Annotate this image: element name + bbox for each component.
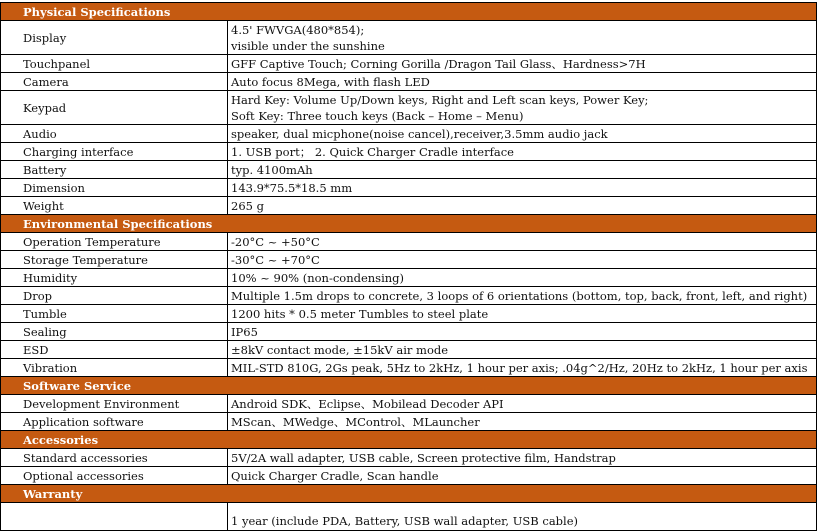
spec-label-keypad: Keypad (1, 91, 228, 125)
spec-label-touchpanel: Touchpanel (1, 55, 228, 73)
spec-value-standard-accessories: 5V/2A wall adapter, USB cable, Screen protective film, Handstrap (228, 449, 817, 467)
spec-value-esd: ±8kV contact mode, ±15kV air mode (228, 341, 817, 359)
table-row (1, 73, 817, 91)
table-row (1, 359, 817, 377)
spec-value-warranty: 1 year (include PDA, Battery, USB wall adapter, USB cable) (228, 503, 817, 531)
keypad-value-line2: Soft Key: Three touch keys (Back – Home – Menu) (231, 108, 524, 123)
spec-label-development-environment: Development Environment (1, 395, 228, 413)
spec-label-operation-temperature: Operation Temperature (1, 233, 228, 251)
table-row (1, 323, 817, 341)
table-row (1, 467, 817, 485)
spec-value-sealing: IP65 (228, 323, 817, 341)
spec-label-dimension: Dimension (1, 179, 228, 197)
table-row (1, 143, 817, 161)
section-title-software: Software Service (1, 377, 817, 395)
table-row (1, 305, 817, 323)
section-title-warranty: Warranty (1, 485, 817, 503)
table-row (1, 197, 817, 215)
table-row (1, 21, 817, 55)
spec-value-operation-temperature: -20°C ~ +50°C (228, 233, 817, 251)
section-title-physical: Physical Specifications (1, 3, 817, 21)
table-row (1, 55, 817, 73)
table-row (1, 233, 817, 251)
table-row (1, 287, 817, 305)
keypad-value-line1: Hard Key: Volume Up/Down keys, Right and Left scan keys, Power Key; (231, 92, 649, 107)
section-header-physical (1, 3, 817, 21)
section-header-accessories (1, 431, 817, 449)
table-row (1, 269, 817, 287)
table-row (1, 125, 817, 143)
spec-label-weight: Weight (1, 197, 228, 215)
spec-value-tumble: 1200 hits * 0.5 meter Tumbles to steel plate (228, 305, 817, 323)
display-value-line2: visible under the sunshine (231, 38, 385, 53)
table-row (1, 251, 817, 269)
table-row (1, 341, 817, 359)
spec-value-battery: typ. 4100mAh (228, 161, 817, 179)
spec-value-drop: Multiple 1.5m drops to concrete, 3 loops of 6 orientations (bottom, top, back, front, left, and right) (228, 287, 817, 305)
spec-label-tumble: Tumble (1, 305, 228, 323)
spec-value-camera: Auto focus 8Mega, with flash LED (228, 73, 817, 91)
spec-label-battery: Battery (1, 161, 228, 179)
section-header-warranty (1, 485, 817, 503)
spec-table (0, 2, 817, 531)
spec-label-humidity: Humidity (1, 269, 228, 287)
spec-label-application-software: Application software (1, 413, 228, 431)
table-row (1, 161, 817, 179)
spec-label-storage-temperature: Storage Temperature (1, 251, 228, 269)
section-header-environmental (1, 215, 817, 233)
spec-value-weight: 265 g (228, 197, 817, 215)
table-row (1, 179, 817, 197)
table-row (1, 449, 817, 467)
spec-value-storage-temperature: -30°C ~ +70°C (228, 251, 817, 269)
section-title-accessories: Accessories (1, 431, 817, 449)
table-row (1, 91, 817, 125)
spec-value-keypad (228, 91, 817, 125)
spec-label-charging: Charging interface (1, 143, 228, 161)
section-title-environmental: Environmental Specifications (1, 215, 817, 233)
spec-label-drop: Drop (1, 287, 228, 305)
display-value-line1: 4.5' FWVGA(480*854); (231, 22, 365, 37)
spec-value-touchpanel: GFF Captive Touch; Corning Gorilla /Dragon Tail Glass、Hardness>7H (228, 55, 817, 73)
table-row (1, 503, 817, 531)
spec-label-sealing: Sealing (1, 323, 228, 341)
table-row (1, 413, 817, 431)
spec-value-development-environment: Android SDK、Eclipse、Mobilead Decoder API (228, 395, 817, 413)
spec-value-charging: 1. USB port； 2. Quick Charger Cradle interface (228, 143, 817, 161)
spec-value-application-software: MScan、MWedge、MControl、MLauncher (228, 413, 817, 431)
spec-value-display (228, 21, 817, 55)
spec-value-humidity: 10% ~ 90% (non-condensing) (228, 269, 817, 287)
spec-label-audio: Audio (1, 125, 228, 143)
spec-value-vibration: MIL-STD 810G, 2Gs peak, 5Hz to 2kHz, 1 hour per axis; .04g^2/Hz, 20Hz to 2kHz, 1 hour per axis (228, 359, 817, 377)
spec-value-dimension: 143.9*75.5*18.5 mm (228, 179, 817, 197)
spec-label-warranty (1, 503, 228, 531)
spec-label-display: Display (1, 21, 228, 55)
spec-label-esd: ESD (1, 341, 228, 359)
spec-value-audio: speaker, dual micphone(noise cancel),receiver,3.5mm audio jack (228, 125, 817, 143)
spec-label-camera: Camera (1, 73, 228, 91)
spec-label-standard-accessories: Standard accessories (1, 449, 228, 467)
table-row (1, 395, 817, 413)
section-header-software (1, 377, 817, 395)
spec-label-optional-accessories: Optional accessories (1, 467, 228, 485)
spec-label-vibration: Vibration (1, 359, 228, 377)
spec-value-optional-accessories: Quick Charger Cradle, Scan handle (228, 467, 817, 485)
